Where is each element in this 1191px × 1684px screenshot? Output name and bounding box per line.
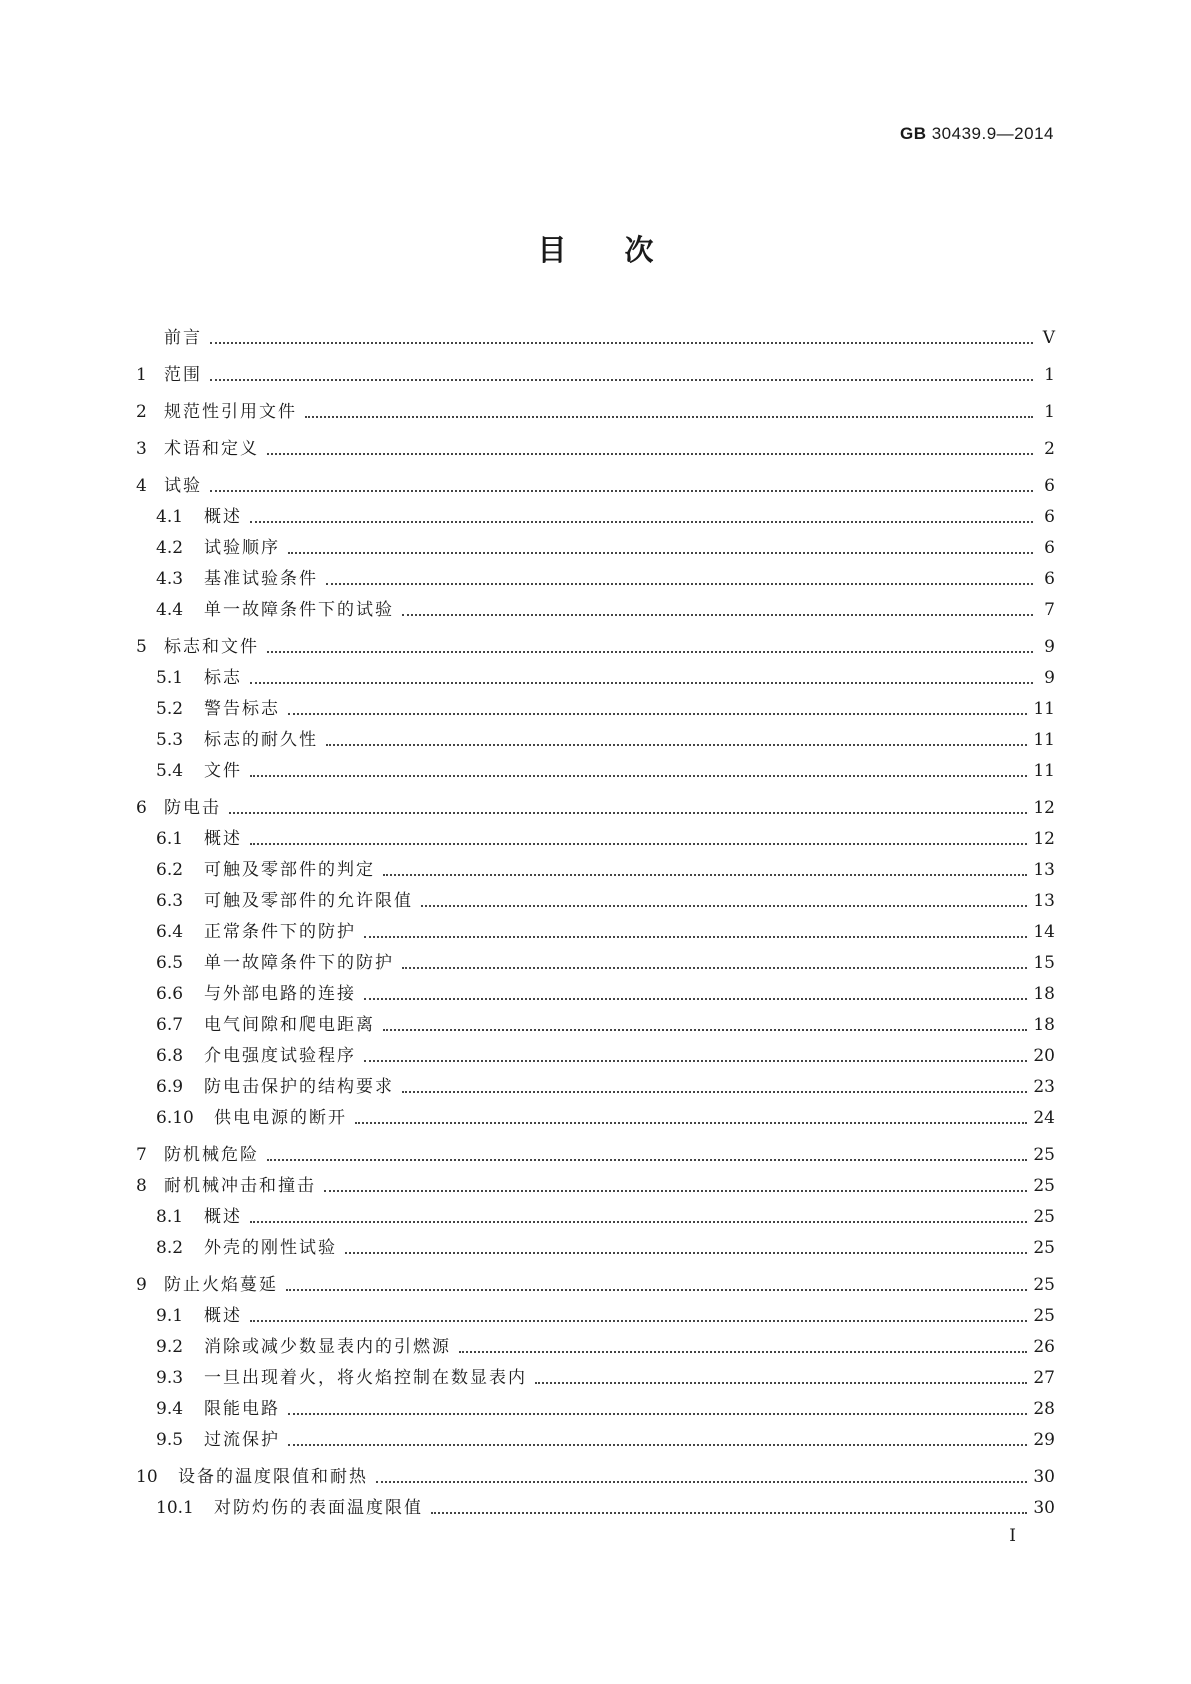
toc-entry-number: 6	[136, 798, 147, 818]
toc-entry-number: 6.4	[156, 922, 184, 942]
toc-entry[interactable]	[136, 1171, 1055, 1202]
toc-entry-number: 6.10	[156, 1108, 194, 1128]
toc-entry-number: 9	[136, 1275, 147, 1295]
toc-entry-page: 1	[1044, 402, 1055, 422]
toc-entry-page: 6	[1044, 538, 1055, 558]
toc-entry-number: 2	[136, 402, 147, 422]
toc-entry-page: 20	[1033, 1046, 1055, 1066]
toc-leader-dots	[383, 1029, 1027, 1031]
toc-entry-title: 概述	[204, 1207, 242, 1227]
toc-entry-number: 8.1	[156, 1207, 184, 1227]
toc-leader-dots	[288, 1413, 1027, 1415]
toc-entry-title: 概述	[204, 829, 242, 849]
toc-entry-page: 25	[1033, 1176, 1055, 1196]
toc-entry-number: 9.1	[156, 1306, 184, 1326]
toc-entry-number: 5.3	[156, 730, 184, 750]
toc-entry-title: 过流保护	[204, 1430, 280, 1450]
toc-entry-number: 10.1	[156, 1498, 194, 1518]
toc-leader-dots	[402, 1091, 1027, 1093]
toc-leader-dots	[535, 1382, 1027, 1384]
toc-entry[interactable]	[136, 725, 1055, 756]
toc-leader-dots	[305, 416, 1033, 418]
toc-entry-number: 4.2	[156, 538, 184, 558]
toc-leader-dots	[459, 1351, 1027, 1353]
toc-entry-page: 11	[1033, 761, 1055, 781]
toc-entry-page: 23	[1033, 1077, 1055, 1097]
toc-leader-dots	[383, 874, 1027, 876]
toc-entry[interactable]	[136, 1462, 1055, 1493]
toc-entry[interactable]	[136, 323, 1055, 354]
toc-entry-number: 8.2	[156, 1238, 184, 1258]
toc-entry-number: 9.3	[156, 1368, 184, 1388]
toc-entry[interactable]	[136, 1072, 1055, 1103]
toc-entry-page: 26	[1033, 1337, 1055, 1357]
toc-entry-title: 文件	[204, 761, 242, 781]
toc-entry-title: 防电击保护的结构要求	[204, 1077, 394, 1097]
toc-entry[interactable]	[136, 471, 1055, 502]
toc-entry-page: 11	[1033, 730, 1055, 750]
toc-entry[interactable]	[136, 1493, 1055, 1524]
toc-entry-number: 9.2	[156, 1337, 184, 1357]
toc-entry-page: 25	[1033, 1207, 1055, 1227]
toc-entry-page: 6	[1044, 476, 1055, 496]
toc-leader-dots	[324, 1190, 1027, 1192]
table-of-contents	[136, 323, 1055, 1524]
toc-entry-title: 正常条件下的防护	[204, 922, 356, 942]
toc-entry-title: 防机械危险	[164, 1145, 259, 1165]
toc-entry[interactable]	[136, 1140, 1055, 1171]
toc-entry-title: 前言	[164, 328, 202, 348]
toc-entry-number: 4.1	[156, 507, 184, 527]
toc-entry-title: 设备的温度限值和耐热	[178, 1467, 368, 1487]
toc-entry-page: 6	[1044, 507, 1055, 527]
toc-entry[interactable]	[136, 1301, 1055, 1332]
toc-leader-dots	[250, 1320, 1027, 1322]
toc-entry-title: 概述	[204, 507, 242, 527]
toc-entry-title: 一旦出现着火，将火焰控制在数显表内	[204, 1368, 527, 1388]
toc-entry[interactable]	[136, 564, 1055, 595]
toc-entry[interactable]	[136, 663, 1055, 694]
toc-entry-title: 标志	[204, 668, 242, 688]
toc-leader-dots	[364, 1060, 1027, 1062]
toc-entry[interactable]	[136, 855, 1055, 886]
toc-leader-dots	[288, 1444, 1027, 1446]
toc-entry-title: 概述	[204, 1306, 242, 1326]
toc-entry-number: 8	[136, 1176, 147, 1196]
toc-leader-dots	[229, 812, 1027, 814]
toc-entry[interactable]	[136, 824, 1055, 855]
toc-entry[interactable]	[136, 1010, 1055, 1041]
toc-leader-dots	[355, 1122, 1027, 1124]
toc-entry[interactable]	[136, 397, 1055, 428]
toc-entry-title: 消除或减少数显表内的引燃源	[204, 1337, 451, 1357]
toc-entry-number: 9.5	[156, 1430, 184, 1450]
toc-entry-title: 单一故障条件下的试验	[204, 600, 394, 620]
toc-entry-page: 9	[1044, 668, 1055, 688]
toc-entry-title: 外壳的刚性试验	[204, 1238, 337, 1258]
toc-leader-dots	[376, 1481, 1027, 1483]
toc-entry-number: 6.7	[156, 1015, 184, 1035]
toc-entry[interactable]	[136, 533, 1055, 564]
toc-entry-page: 15	[1033, 953, 1055, 973]
toc-entry[interactable]	[136, 434, 1055, 465]
toc-entry-number: 4	[136, 476, 147, 496]
toc-entry-title: 警告标志	[204, 699, 280, 719]
toc-entry-number: 6.1	[156, 829, 184, 849]
toc-title: 目次	[537, 233, 712, 267]
toc-leader-dots	[364, 936, 1027, 938]
toc-leader-dots	[345, 1252, 1027, 1254]
standard-prefix: GB	[899, 124, 927, 143]
toc-leader-dots	[326, 744, 1027, 746]
toc-entry-number: 4.3	[156, 569, 184, 589]
toc-leader-dots	[421, 905, 1027, 907]
toc-entry-page: 13	[1033, 860, 1055, 880]
toc-entry-number: 6.3	[156, 891, 184, 911]
toc-entry[interactable]	[136, 756, 1055, 787]
toc-entry[interactable]	[136, 793, 1055, 824]
toc-entry-number: 6.9	[156, 1077, 184, 1097]
toc-leader-dots	[250, 843, 1027, 845]
toc-entry-number: 3	[136, 439, 147, 459]
toc-entry[interactable]	[136, 1363, 1055, 1394]
toc-leader-dots	[250, 1221, 1027, 1223]
toc-entry[interactable]	[136, 917, 1055, 948]
toc-entry-title: 可触及零部件的允许限值	[204, 891, 413, 911]
toc-entry-number: 9.4	[156, 1399, 184, 1419]
toc-entry-page: 12	[1033, 798, 1055, 818]
toc-entry-title: 试验	[164, 476, 202, 496]
toc-entry[interactable]	[136, 1233, 1055, 1264]
toc-entry-title: 与外部电路的连接	[204, 984, 356, 1004]
toc-leader-dots	[250, 682, 1033, 684]
toc-leader-dots	[326, 583, 1033, 585]
toc-entry-title: 单一故障条件下的防护	[204, 953, 394, 973]
toc-entry-number: 4.4	[156, 600, 184, 620]
toc-entry-number: 6.2	[156, 860, 184, 880]
toc-entry-page: 1	[1044, 365, 1055, 385]
toc-entry-title: 介电强度试验程序	[204, 1046, 356, 1066]
toc-entry-page: 29	[1033, 1430, 1055, 1450]
toc-leader-dots	[267, 1159, 1027, 1161]
toc-entry-page: 30	[1033, 1498, 1055, 1518]
toc-entry-title: 范围	[164, 365, 202, 385]
toc-leader-dots	[250, 521, 1033, 523]
toc-entry[interactable]	[136, 886, 1055, 917]
toc-leader-dots	[431, 1512, 1027, 1514]
toc-entry-page: 13	[1033, 891, 1055, 911]
toc-leader-dots	[210, 490, 1033, 492]
toc-entry-page: 27	[1033, 1368, 1055, 1388]
toc-entry[interactable]	[136, 1270, 1055, 1301]
toc-entry-page: 18	[1033, 1015, 1055, 1035]
toc-leader-dots	[402, 614, 1033, 616]
toc-entry[interactable]	[136, 595, 1055, 626]
toc-entry-title: 规范性引用文件	[164, 402, 297, 422]
toc-entry-page: 25	[1033, 1238, 1055, 1258]
toc-leader-dots	[210, 379, 1033, 381]
toc-entry[interactable]	[136, 694, 1055, 725]
toc-entry[interactable]	[136, 1332, 1055, 1363]
toc-entry-page: 24	[1033, 1108, 1055, 1128]
toc-entry-page: 28	[1033, 1399, 1055, 1419]
toc-entry-number: 5.4	[156, 761, 184, 781]
toc-entry-page: 25	[1033, 1275, 1055, 1295]
toc-leader-dots	[402, 967, 1027, 969]
toc-entry-page: 14	[1033, 922, 1055, 942]
toc-entry-page: 6	[1044, 569, 1055, 589]
toc-entry[interactable]	[136, 948, 1055, 979]
toc-entry-title: 标志的耐久性	[204, 730, 318, 750]
toc-entry[interactable]	[136, 1394, 1055, 1425]
toc-entry[interactable]	[136, 632, 1055, 663]
toc-entry-number: 6.5	[156, 953, 184, 973]
toc-entry[interactable]	[136, 1103, 1055, 1134]
toc-entry-page: 30	[1033, 1467, 1055, 1487]
toc-entry-number: 6.6	[156, 984, 184, 1004]
toc-entry-page: Ⅴ	[1042, 328, 1055, 348]
toc-leader-dots	[267, 651, 1033, 653]
toc-entry-title: 耐机械冲击和撞击	[164, 1176, 316, 1196]
toc-entry-page: 25	[1033, 1306, 1055, 1326]
toc-entry-page: 2	[1044, 439, 1055, 459]
toc-entry-title: 对防灼伤的表面温度限值	[214, 1498, 423, 1518]
toc-entry-page: 11	[1033, 699, 1055, 719]
toc-entry[interactable]	[136, 1041, 1055, 1072]
standard-number: 30439.9—2014	[931, 124, 1054, 143]
toc-entry-title: 限能电路	[204, 1399, 280, 1419]
toc-leader-dots	[288, 713, 1027, 715]
toc-entry-number: 7	[136, 1145, 147, 1165]
toc-entry[interactable]	[136, 1202, 1055, 1233]
toc-leader-dots	[364, 998, 1027, 1000]
toc-entry-page: 25	[1033, 1145, 1055, 1165]
toc-leader-dots	[250, 775, 1027, 777]
toc-entry-title: 术语和定义	[164, 439, 259, 459]
toc-leader-dots	[288, 552, 1033, 554]
toc-entry[interactable]	[136, 360, 1055, 391]
toc-entry-number: 5	[136, 637, 147, 657]
toc-entry-title: 防电击	[164, 798, 221, 818]
standard-code	[900, 124, 1054, 144]
page-number: Ⅰ	[1009, 1526, 1016, 1546]
toc-entry-title: 供电电源的断开	[214, 1108, 347, 1128]
toc-entry[interactable]	[136, 1425, 1055, 1456]
toc-leader-dots	[210, 342, 1033, 344]
toc-entry-page: 9	[1044, 637, 1055, 657]
toc-entry-title: 防止火焰蔓延	[164, 1275, 278, 1295]
toc-entry-page: 7	[1044, 600, 1055, 620]
toc-entry-number: 5.1	[156, 668, 184, 688]
toc-entry-title: 标志和文件	[164, 637, 259, 657]
toc-entry-page: 12	[1033, 829, 1055, 849]
toc-entry-number: 6.8	[156, 1046, 184, 1066]
toc-entry-title: 电气间隙和爬电距离	[204, 1015, 375, 1035]
toc-leader-dots	[286, 1289, 1027, 1291]
toc-entry-number: 1	[136, 365, 147, 385]
toc-leader-dots	[267, 453, 1033, 455]
toc-entry-title: 基准试验条件	[204, 569, 318, 589]
toc-entry[interactable]	[136, 502, 1055, 533]
toc-entry-page: 18	[1033, 984, 1055, 1004]
toc-entry[interactable]	[136, 979, 1055, 1010]
toc-entry-number: 5.2	[156, 699, 184, 719]
toc-entry-title: 试验顺序	[204, 538, 280, 558]
toc-entry-number: 10	[136, 1467, 158, 1487]
toc-entry-title: 可触及零部件的判定	[204, 860, 375, 880]
